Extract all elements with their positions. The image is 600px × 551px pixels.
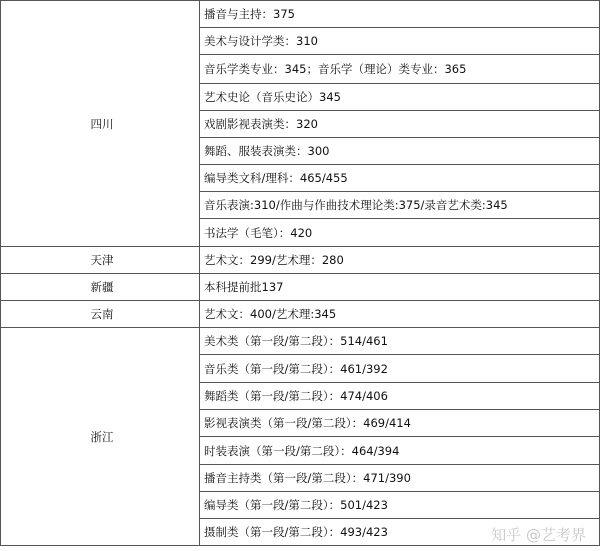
table-row [1,1,600,28]
score-cell: 编导类（第一段/第二段）：501/423 [200,492,600,519]
score-cell: 播音与主持：375 [200,1,600,28]
score-cell: 艺术史论（音乐史论）345 [200,84,600,111]
score-cell: 舞蹈类（第一段/第二段）：474/406 [200,383,600,410]
score-cell: 音乐学类专业：345；音乐学（理论）类专业：365 [200,55,600,84]
region-cell: 云南 [1,301,200,328]
score-cell: 本科提前批137 [200,274,600,301]
score-table-body [1,1,600,546]
table-row [1,328,600,355]
score-cell: 音乐表演:310/作曲与作曲技术理论类:375/录音艺术类:345 [200,192,600,219]
score-cell: 舞蹈、服装表演类：300 [200,138,600,165]
score-cell: 书法学（毛笔）：420 [200,219,600,247]
score-cell: 播音主持类（第一段/第二段）：471/390 [200,465,600,492]
score-cell: 艺术文：299/艺术理：280 [200,247,600,274]
score-cell: 美术类（第一段/第二段）：514/461 [200,328,600,355]
table-row [1,301,600,328]
score-cell: 影视表演类（第一段/第二段）：469/414 [200,410,600,437]
score-cell: 编导类文科/理科：465/455 [200,165,600,192]
table-row [1,274,600,301]
table-row [1,247,600,274]
region-cell: 浙江 [1,328,200,546]
score-cell: 摄制类（第一段/第二段）：493/423 [200,519,600,546]
score-cell: 时装表演（第一段/第二段）：464/394 [200,437,600,465]
score-cell: 美术与设计学类：310 [200,28,600,55]
zhihu-watermark: 知乎 @艺考界 [491,526,586,544]
score-cell: 音乐类（第一段/第二段）：461/392 [200,355,600,383]
score-cell: 戏剧影视表演类：320 [200,111,600,138]
region-cell: 四川 [1,1,200,247]
region-cell: 天津 [1,247,200,274]
region-cell: 新疆 [1,274,200,301]
score-cell: 艺术文：400/艺术理:345 [200,301,600,328]
